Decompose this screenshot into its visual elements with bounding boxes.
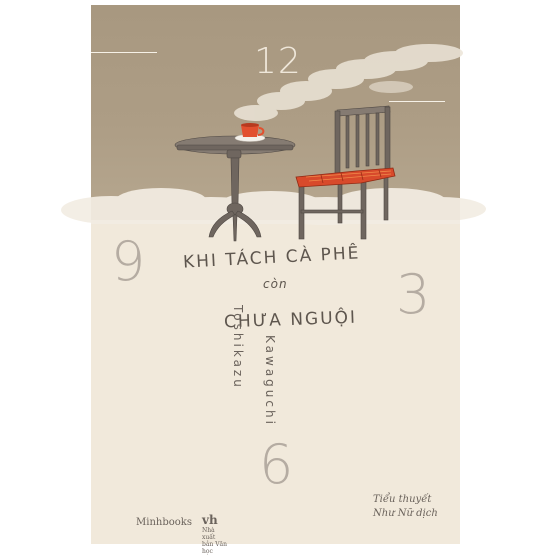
author-last-name: Kawaguchi [263,335,277,427]
clock-number-3: 3 [396,263,431,326]
title-line-1: KHI TÁCH CÀ PHÊ [182,243,361,273]
clock-number-12: 12 [254,41,302,82]
red-cushion [296,168,395,187]
clock-number-6: 6 [259,433,294,496]
publisher-logo: Minhbooks [136,517,192,528]
credits [373,493,438,521]
cafe-table [175,136,295,241]
line-right [389,101,445,102]
author-first-name: Toshikazu [231,305,245,390]
clock-number-9: 9 [111,230,146,293]
genre-label: Tiểu thuyết [373,494,432,505]
book-cover [91,5,460,555]
imprint-mark: vh [202,513,218,527]
coffee-cup [235,123,265,142]
translator-label: Như Nữ dịch [373,508,438,519]
title-line-2: còn [263,277,288,291]
line-left [91,52,157,53]
title-line-3: CHƯA NGUỘI [223,307,358,333]
imprint-logo [202,513,228,555]
horizon-clouds [61,188,486,225]
imprint-label: Nhà xuất bản Văn học [202,527,227,555]
